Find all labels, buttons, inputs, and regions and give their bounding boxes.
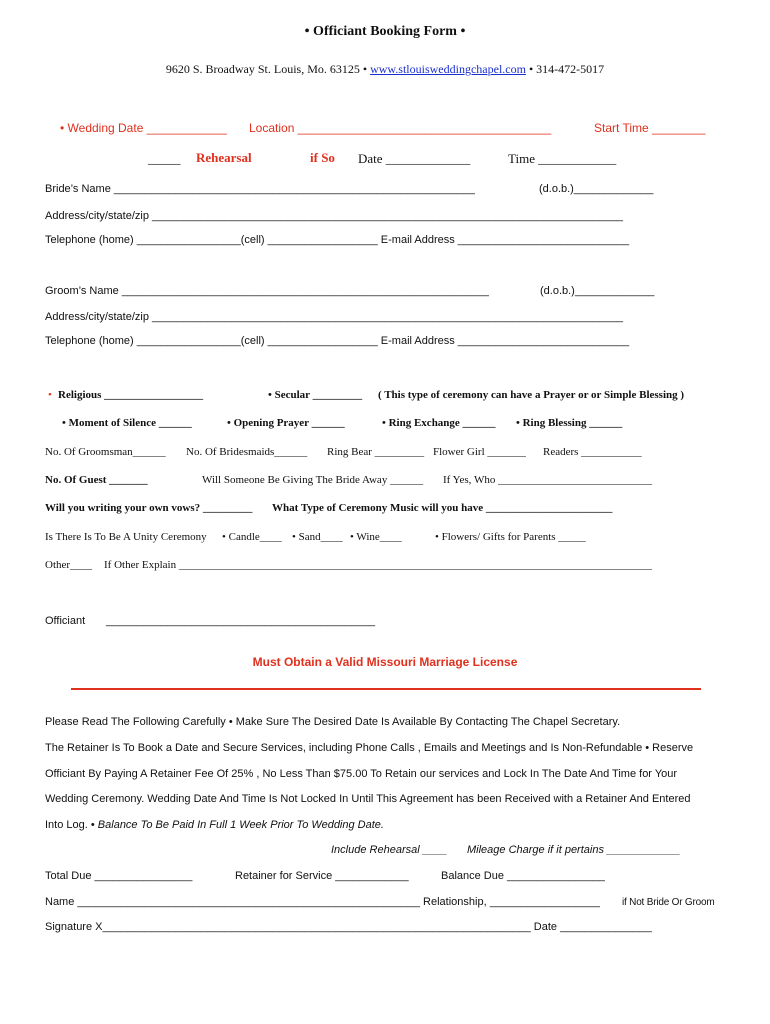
- groomsman-count-field[interactable]: No. Of Groomsman______: [45, 446, 166, 458]
- officiant-label: Officiant: [45, 615, 86, 627]
- unity-candle-field[interactable]: • Candle____: [222, 531, 282, 543]
- other-explain-field[interactable]: If Other Explain ______________________________________________________________________________________: [104, 559, 652, 571]
- unity-sand-field[interactable]: • Sand____: [292, 531, 343, 543]
- form-title: • Officiant Booking Form •: [304, 24, 466, 39]
- ring-exchange-field[interactable]: • Ring Exchange ______: [382, 417, 496, 429]
- other-field[interactable]: Other____: [45, 559, 93, 571]
- balance-due-note: Balance To Be Paid In Full 1 Week Prior To Wedding Date.: [97, 819, 384, 831]
- terms-line-5-start: Into Log. •: [45, 819, 95, 831]
- groom-name-field[interactable]: Groom’s Name ____________________________________________________________: [45, 285, 489, 297]
- rehearsal-time-field[interactable]: Time ____________: [508, 151, 617, 166]
- ring-bear-field[interactable]: Ring Bear _________: [327, 446, 425, 458]
- own-vows-field[interactable]: Will you writing your own vows? _________: [45, 502, 253, 514]
- bride-address-field[interactable]: Address/city/state/zip _____________________________________________________________________________: [45, 210, 624, 222]
- opening-prayer-field[interactable]: • Opening Prayer ______: [227, 417, 345, 429]
- officiant-field[interactable]: ____________________________________________: [106, 615, 376, 627]
- balance-due-field[interactable]: Balance Due ________________: [441, 870, 605, 882]
- giving-away-who-field[interactable]: If Yes, Who ____________________________: [443, 474, 653, 486]
- terms-line-3: Officiant By Paying A Retainer Fee Of 25% , No Less Than $75.00 To Retain our services and Lock In The Date And Time for Your: [45, 768, 678, 780]
- groom-address-field[interactable]: Address/city/state/zip _____________________________________________________________________________: [45, 311, 624, 323]
- rehearsal-date-field[interactable]: Date _____________: [358, 151, 471, 166]
- groom-telephone-field[interactable]: Telephone (home) _________________(cell) __________________ E-mail Address ____________________________: [45, 335, 630, 347]
- ring-blessing-field[interactable]: • Ring Blessing ______: [516, 417, 623, 429]
- signature-date-field[interactable]: Signature X______________________________________________________________________ Date _______________: [45, 921, 652, 933]
- red-divider: [71, 688, 701, 690]
- bride-telephone-field[interactable]: Telephone (home) _________________(cell) __________________ E-mail Address ____________________________: [45, 234, 630, 246]
- total-due-field[interactable]: Total Due ________________: [45, 870, 193, 882]
- name-relationship-field[interactable]: Name ________________________________________________________ Relationship, __________________: [45, 896, 600, 908]
- license-notice: Must Obtain a Valid Missouri Marriage License: [252, 655, 518, 669]
- chapel-phone: • 314-472-5017: [528, 62, 605, 76]
- bride-dob-field[interactable]: (d.o.b.)_____________: [539, 183, 654, 195]
- ceremony-music-field[interactable]: What Type of Ceremony Music will you have _______________________: [272, 502, 613, 514]
- terms-line-4: Wedding Ceremony. Wedding Date And Time Is Not Locked In Until This Agreement has been Received with a Retainer And Entered: [45, 793, 691, 805]
- religious-field[interactable]: Religious __________________: [58, 389, 204, 401]
- groom-dob-field[interactable]: (d.o.b.)_____________: [540, 285, 655, 297]
- unity-ceremony-label: Is There Is To Be A Unity Ceremony: [45, 531, 207, 543]
- bridesmaids-count-field[interactable]: No. Of Bridesmaids______: [186, 446, 308, 458]
- secular-field[interactable]: • Secular _________: [268, 389, 363, 401]
- flowers-gifts-field[interactable]: • Flowers/ Gifts for Parents _____: [435, 531, 586, 543]
- flower-girl-field[interactable]: Flower Girl _______: [433, 446, 526, 458]
- wedding-date-field[interactable]: • Wedding Date ____________: [60, 121, 227, 135]
- terms-line-2: The Retainer Is To Book a Date and Secure Services, including Phone Calls , Emails and Meetings and Is Non-Refundable • Reserve: [45, 742, 694, 754]
- relationship-note: if Not Bride Or Groom: [622, 897, 715, 908]
- location-field[interactable]: Location ______________________________________: [249, 121, 552, 135]
- start-time-field[interactable]: Start Time ________: [594, 121, 706, 135]
- header-contact: [0, 62, 770, 77]
- if-so-label: if So: [310, 150, 335, 165]
- bride-name-field[interactable]: Bride’s Name ___________________________________________________________: [45, 183, 475, 195]
- giving-away-field[interactable]: Will Someone Be Giving The Bride Away ______: [202, 474, 424, 486]
- mileage-charge-field[interactable]: Mileage Charge if it pertains ____________: [467, 844, 681, 856]
- chapel-address: 9620 S. Broadway St. Louis, Mo. 63125 •: [165, 62, 368, 76]
- unity-wine-field[interactable]: • Wine____: [350, 531, 402, 543]
- include-rehearsal-field[interactable]: Include Rehearsal ____: [331, 844, 448, 856]
- ceremony-type-note: ( This type of ceremony can have a Prayer or or Simple Blessing ): [378, 389, 685, 401]
- terms-line-5: [45, 819, 384, 831]
- rehearsal-label: Rehearsal: [196, 150, 252, 165]
- website-link[interactable]: www.stlouisweddingchapel.com: [370, 62, 526, 76]
- readers-field[interactable]: Readers ___________: [543, 446, 642, 458]
- moment-of-silence-field[interactable]: • Moment of Silence ______: [62, 417, 192, 429]
- rehearsal-blank[interactable]: _____: [148, 151, 181, 166]
- retainer-field[interactable]: Retainer for Service ____________: [235, 870, 409, 882]
- guest-count-field[interactable]: No. Of Guest _______: [45, 474, 148, 486]
- religious-bullet: •: [48, 389, 52, 401]
- terms-line-1: Please Read The Following Carefully • Make Sure The Desired Date Is Available By Contacting The Chapel Secretary.: [45, 716, 621, 728]
